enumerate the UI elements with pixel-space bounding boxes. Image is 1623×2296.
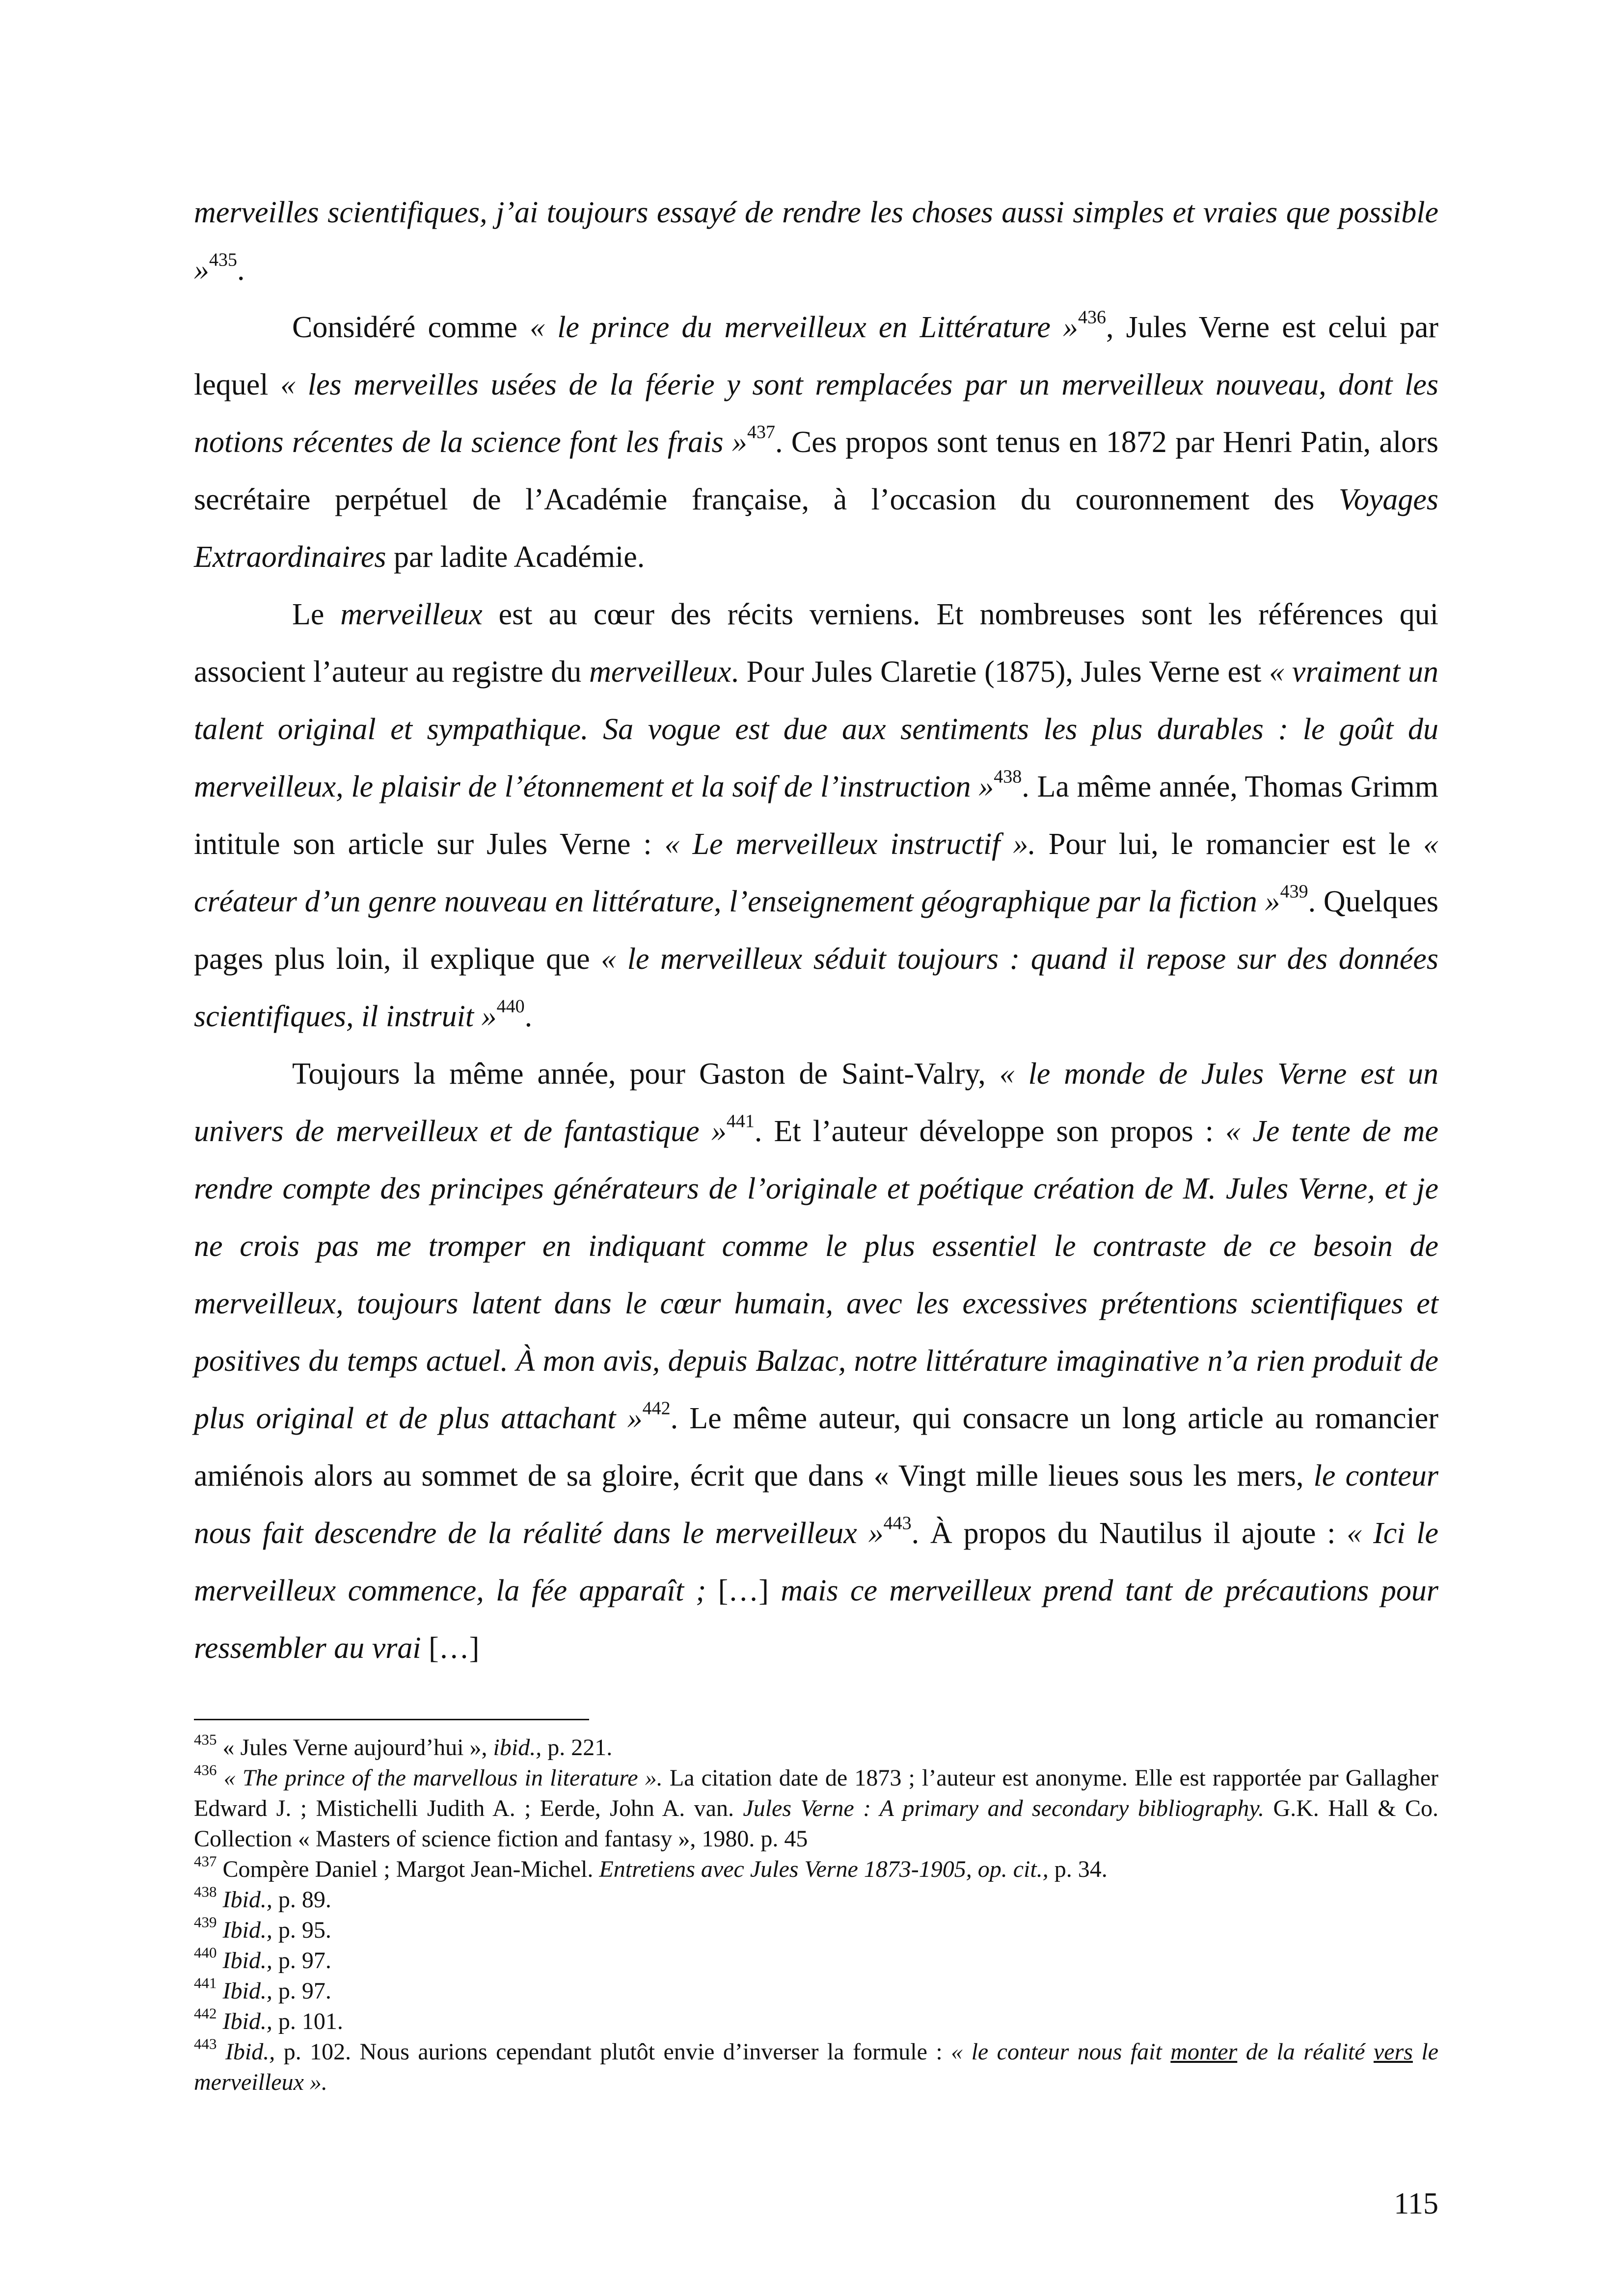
footnote-text: p. 95. [272,1917,331,1943]
footnote-text: p. 89. [272,1887,331,1913]
citation-title: Ibid., [222,1948,272,1974]
paragraph-text: . Ces propos sont tenus en 1872 par Henri Patin, alors secrétaire perpétuel de l’Académie française, à l’occasion du couronnement des [194,426,1438,516]
quotation-text: « le merveilleux séduit toujours : quand il repose sur des données scientifiques, il instruit » [194,942,1438,1033]
footnote [194,1885,1438,1915]
footnote-reference: 441 [726,1111,755,1132]
footnote-reference: 442 [642,1398,671,1419]
footnote [194,1976,1438,2006]
footnote-number: 437 [194,1852,217,1870]
footnote [194,1854,1438,1885]
paragraph-text: . Le même auteur, qui consacre un long article au romancier amiénois alors au sommet de sa gloire, écrit que dans « Vingt mille lieues sous les mers, [194,1402,1438,1493]
citation-title: Entretiens avec Jules Verne 1873-1905, op. cit., [599,1856,1049,1882]
footnote-text: p. 34. [1048,1856,1108,1882]
footnote [194,1915,1438,1946]
paragraph-text: […] [718,1574,781,1607]
paragraph-text: Toujours la même année, pour Gaston de Saint-Valry, [292,1057,1000,1091]
citation-title: Ibid., [222,1917,272,1943]
citation-title: « The prince of the marvellous in literature ». [223,1765,663,1791]
citation-title: « le conteur nous fait [951,2039,1171,2065]
paragraph-text: , Jules Verne est celui par lequel [194,311,1438,401]
footnote-number: 440 [194,1944,217,1961]
footnote [194,1946,1438,1976]
footnote-number: 438 [194,1883,217,1900]
quotation-text: merveilleux [589,655,731,689]
paragraph [194,184,1438,299]
citation-title: Jules Verne : A primary and secondary bibliography. [743,1795,1265,1821]
footnote [194,1763,1438,1854]
footnote-reference: 437 [747,422,775,443]
quotation-text: « Le merveilleux instructif ». [664,828,1036,861]
footnote-number: 443 [194,2035,217,2053]
paragraph-text: par ladite Académie. [386,540,645,574]
quotation-text: merveilleux [340,598,483,631]
paragraph [194,299,1438,586]
paragraph-text: Pour lui, le romancier est le [1035,828,1424,861]
quotation-text: « créateur d’un genre nouveau en littérature, l’enseignement géographique par la fiction » [194,828,1439,918]
footnote-text: p. 102. Nous aurions cependant plutôt envie d’inverser la formule : [275,2039,951,2065]
footnote-text: p. 97. [272,1948,331,1974]
quotation-text: Voyages Extraordinaires [194,483,1438,574]
paragraph-text: . [524,1000,533,1033]
footnote-number: 436 [194,1761,217,1779]
citation-title: Ibid., [222,1887,272,1913]
footnote-text: p. 97. [272,1978,331,2004]
citation-title: le merveilleux ». [194,2039,1439,2095]
footnote-number: 441 [194,1974,217,1992]
footnotes [194,1733,1438,2098]
footnote-text: « Jules Verne aujourd’hui », [216,1735,493,1761]
paragraph-text: Considéré comme [292,311,530,344]
paragraph-text: . Et l’auteur développe son propos : [754,1115,1226,1148]
footnote-text: Compère Daniel ; Margot Jean-Michel. [216,1856,599,1882]
page-number: 115 [1394,2187,1438,2220]
paragraph-text: Le [292,598,341,631]
quotation-text: mais ce merveilleux prend tant de précautions pour ressembler au vrai [194,1574,1438,1665]
underlined-text [1374,2039,1413,2065]
footnote-text: La citation date de 1873 ; l’auteur est anonyme. Elle est rapportée par Gallagher Edward J. ; Mistichelli Judith A. ; Eerde, John A. van. [194,1765,1439,1821]
footnote-text [217,1948,223,1974]
footnote-text: p. 221. [541,1735,613,1761]
footnote [194,2037,1438,2098]
citation-title: monter [1170,2039,1238,2065]
footnote [194,2006,1438,2037]
citation-title: ibid., [493,1735,542,1761]
footnote-text [217,1917,223,1943]
footnote-number: 439 [194,1913,217,1931]
footnote-reference: 436 [1078,307,1106,328]
paragraph-text: […] [421,1631,480,1665]
paragraph-text: . La même année, Thomas Grimm intitule son article sur Jules Verne : [194,770,1439,861]
body-text [194,184,1438,1677]
citation-title: Ibid., [222,2008,272,2034]
footnote-separator [194,1719,589,1720]
citation-title: Ibid., [222,1978,272,2004]
footnote-text [217,1978,223,2004]
footnote-text [217,1765,224,1791]
quotation-text: « Je tente de me rendre compte des principes générateurs de l’originale et poétique création de M. Jules Verne, et je ne crois pas me tromper en indiquant comme le plus essentiel le contraste de ce besoin de merveilleux, toujours latent dans le cœur humain, avec les excessives prétentions scientifiques et positives du temps actuel. À mon avis, depuis Balzac, notre littérature imaginative n’a rien produit de plus original et de plus attachant » [194,1115,1438,1435]
footnote [194,1733,1438,1763]
citation-title: de la réalité [1237,2039,1374,2065]
footnote-text [217,2039,225,2065]
footnote-reference: 439 [1280,881,1308,902]
paragraph-text: . Quelques pages plus loin, il explique que [194,885,1438,976]
footnote-reference: 440 [496,996,525,1017]
quotation-text: « les merveilles usées de la féerie y sont remplacées par un merveilleux nouveau, dont les notions récentes de la science font les frais » [194,368,1438,459]
quotation-text: « vraiment un talent original et sympathique. Sa vogue est due aux sentiments les plus durables : le goût du merveilleux, le plaisir de l’étonnement et la soif de l’instruction » [194,655,1438,803]
underlined-text [1170,2039,1237,2065]
footnote-reference: 438 [994,766,1022,787]
quotation-text: « le monde de Jules Verne est un univers de merveilleux et de fantastique » [194,1057,1439,1148]
paragraph-text: est au cœur des récits verniens. Et nombreuses sont les références qui associent l’auteur au registre du [194,598,1439,689]
footnote-number: 435 [194,1731,217,1748]
paragraph [194,1045,1438,1677]
paragraph-text: . [237,253,245,287]
document-page [194,0,1438,2296]
paragraph-text: . Pour Jules Claretie (1875), Jules Verne est [731,655,1270,689]
quotation-text: le conteur nous fait descendre de la réalité dans le merveilleux » [194,1459,1438,1550]
footnote-text: p. 101. [272,2008,343,2034]
footnote-text [217,1887,223,1913]
citation-title: Ibid., [225,2039,275,2065]
footnote-reference: 435 [209,249,237,270]
footnote-number: 442 [194,2004,217,2022]
footnote-reference: 443 [883,1513,912,1534]
footnote-text [217,2008,223,2034]
paragraph [194,586,1438,1045]
citation-title: vers [1373,2039,1413,2065]
paragraph-text: . À propos du Nautilus il ajoute : [911,1517,1347,1550]
quotation-text: « le prince du merveilleux en Littérature » [530,311,1078,344]
footnote-text: G.K. Hall & Co. Collection « Masters of science fiction and fantasy », 1980. p. 45 [194,1795,1439,1852]
quotation-text: merveilles scientifiques, j’ai toujours essayé de rendre les choses aussi simples et vraies que possible » [194,196,1438,287]
quotation-text: « Ici le merveilleux commence, la fée apparaît ; [194,1517,1439,1607]
